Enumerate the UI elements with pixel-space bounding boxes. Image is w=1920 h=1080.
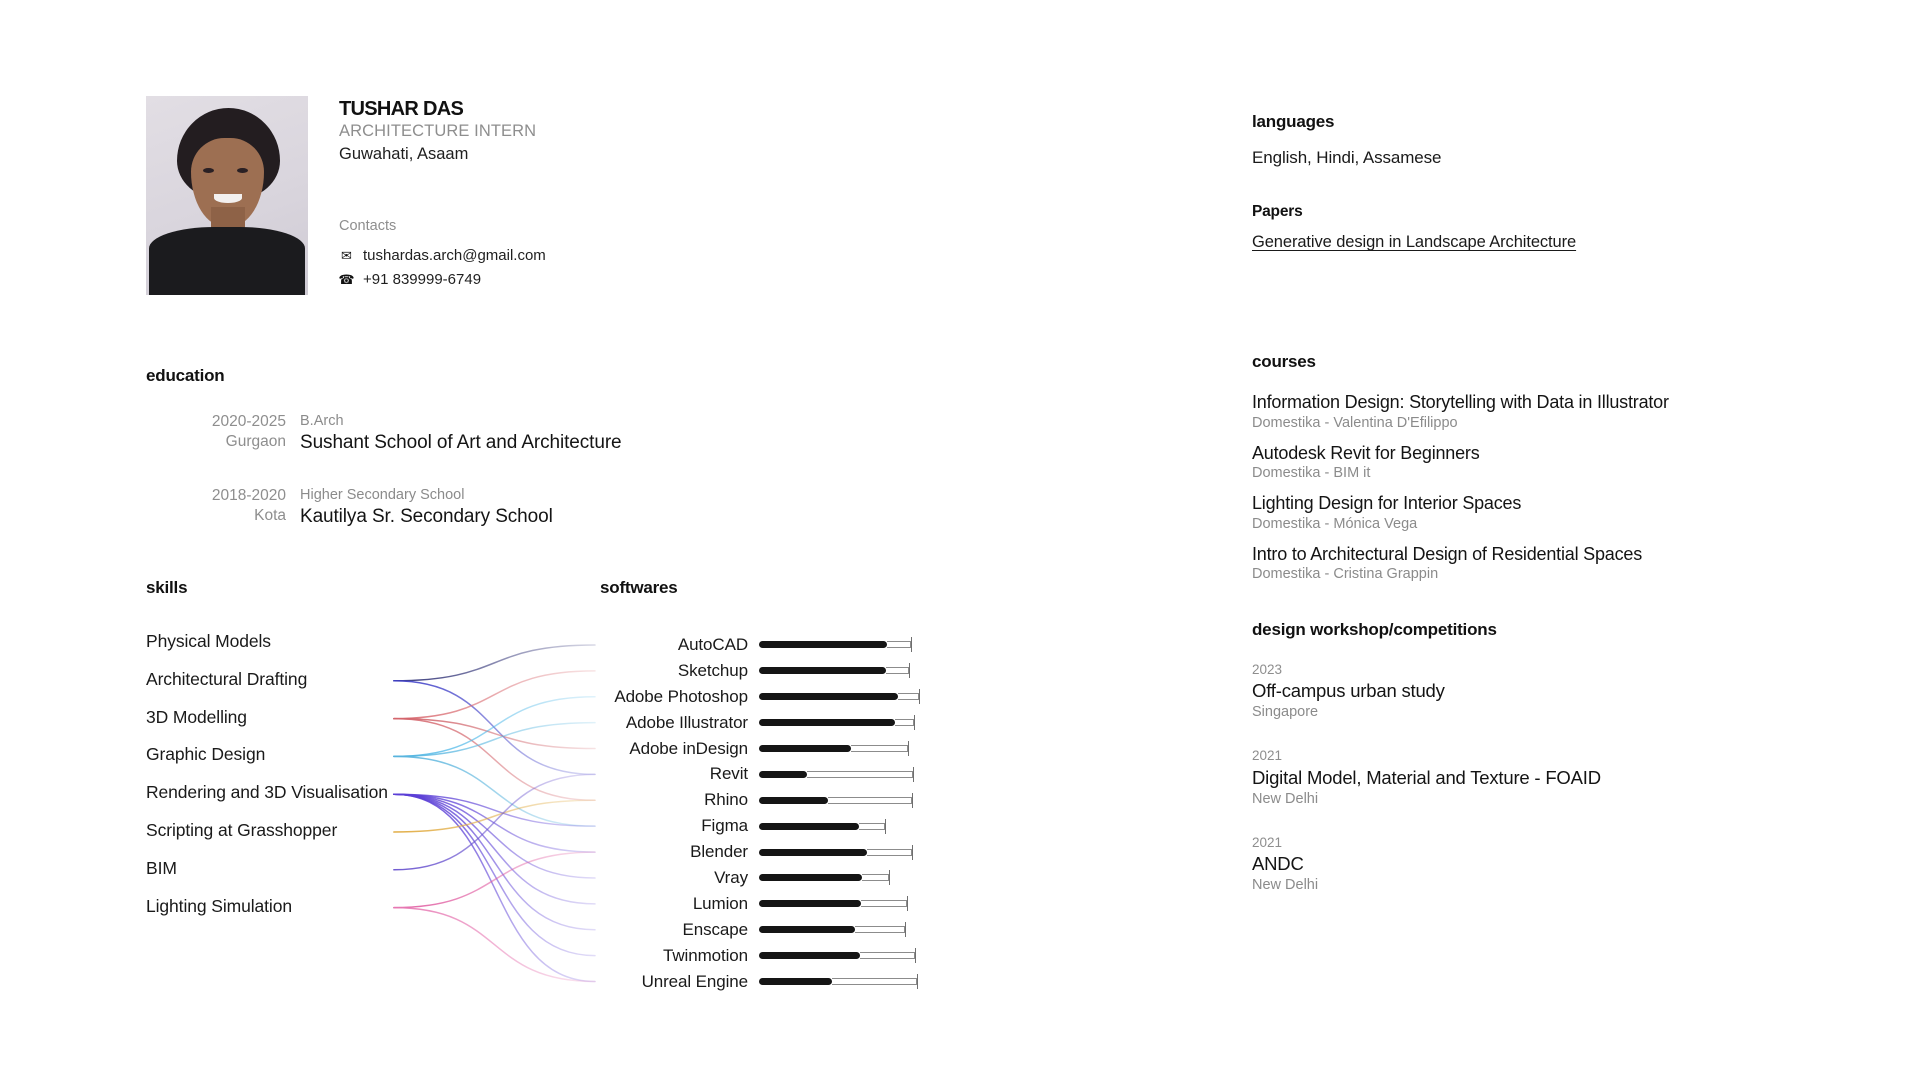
contact-phone-text: +91 839999-6749 (363, 270, 482, 288)
skill-item-3: Graphic Design (146, 744, 266, 765)
bar-fill (759, 667, 886, 674)
profile-header (146, 96, 546, 295)
paper-link[interactable]: Generative design in Landscape Architecture (1252, 233, 1577, 251)
education-school: Sushant School of Art and Architecture (300, 432, 622, 454)
workshop-name: Off-campus urban study (1252, 680, 1445, 702)
software-name-10: Lumion (692, 893, 748, 913)
flow-link (394, 794, 595, 826)
education-degree: Higher Secondary School (300, 486, 465, 503)
software-name-0: AutoCAD (677, 634, 748, 654)
education-years: 2020-2025 (211, 413, 286, 430)
bar-fill (759, 849, 867, 856)
software-proficiency-bar (759, 743, 909, 755)
bar-remainder (887, 641, 911, 648)
bar-fill (759, 693, 898, 700)
education-main (300, 412, 622, 456)
bar-fill (759, 745, 851, 752)
education-school: Kautilya Sr. Secondary School (300, 505, 553, 527)
software-name-9: Vray (714, 867, 748, 887)
skill-item-0: Physical Models (146, 631, 271, 651)
software-row (600, 839, 1000, 865)
flow-link (394, 723, 595, 757)
bar-end-tick (917, 974, 918, 989)
software-name-13: Unreal Engine (641, 971, 748, 991)
bar-fill (759, 797, 828, 804)
bar-remainder (861, 900, 907, 907)
bar-remainder (807, 771, 913, 778)
software-row (600, 684, 1000, 710)
flow-link (394, 774, 595, 869)
flow-link (394, 756, 595, 826)
software-proficiency-bar (759, 820, 886, 832)
software-name-6: Rhino (704, 790, 748, 810)
workshops-list (1252, 661, 1601, 895)
bar-end-tick (909, 663, 910, 678)
workshop-year: 2023 (1252, 662, 1283, 677)
flow-link (394, 800, 595, 832)
bar-fill (759, 719, 895, 726)
softwares-list (600, 632, 1000, 994)
education-when (146, 412, 286, 456)
contact-email[interactable] (339, 247, 546, 264)
skills-title-wrap (146, 578, 187, 598)
photo-shirt (149, 227, 305, 295)
education-degree: B.Arch (300, 413, 344, 429)
bar-end-tick (914, 715, 915, 730)
bar-end-tick (912, 845, 913, 860)
flow-link (394, 794, 595, 878)
bar-remainder (898, 693, 919, 700)
course-name: Information Design: Storytelling with Data in Illustrator (1252, 392, 1669, 412)
bar-fill (759, 823, 859, 830)
course-item (1252, 492, 1669, 534)
courses-section (1252, 352, 1669, 584)
software-proficiency-bar (759, 976, 918, 988)
education-place: Gurgaon (225, 432, 286, 450)
workshop-name: Digital Model, Material and Texture - FOAID (1252, 766, 1601, 788)
course-provider: Domestika - Cristina Grappin (1252, 566, 1439, 583)
photo-eye-right (237, 168, 248, 173)
education-title: education (146, 366, 225, 385)
languages-section (1252, 112, 1441, 168)
avatar (146, 96, 308, 295)
courses-title: courses (1252, 352, 1316, 371)
software-row (600, 891, 1000, 917)
software-proficiency-bar (759, 768, 914, 780)
software-proficiency-bar (759, 950, 916, 962)
workshops-title: design workshop/competitions (1252, 620, 1497, 639)
bar-end-tick (905, 922, 906, 937)
flow-link (394, 794, 595, 981)
bar-fill (759, 978, 832, 985)
contact-email-text: tushardas.arch@gmail.com (363, 246, 546, 264)
course-item (1252, 391, 1669, 433)
skills-title: skills (146, 578, 188, 597)
education-section (146, 366, 622, 530)
bar-fill (759, 771, 807, 778)
bar-remainder (855, 926, 905, 933)
course-name: Autodesk Revit for Beginners (1252, 442, 1480, 463)
software-name-11: Enscape (682, 919, 748, 939)
skill-item-4: Rendering and 3D Visualisation (146, 782, 388, 803)
courses-list (1252, 391, 1669, 584)
education-when (146, 486, 286, 530)
workshop-place: New Delhi (1252, 877, 1319, 894)
bar-end-tick (919, 689, 920, 704)
software-row (600, 736, 1000, 762)
bar-remainder (851, 745, 908, 752)
skill-item-6: BIM (146, 857, 177, 878)
bar-remainder (828, 797, 912, 804)
education-years: 2018-2020 (211, 486, 286, 504)
bar-fill (759, 900, 861, 907)
skill-item-1: Architectural Drafting (146, 668, 308, 689)
software-name-3: Adobe Illustrator (625, 712, 748, 732)
flow-link (394, 719, 595, 801)
workshops-section (1252, 620, 1601, 895)
software-name-8: Blender (690, 842, 748, 862)
languages-body: English, Hindi, Assamese (1252, 148, 1442, 167)
bar-end-tick (911, 637, 912, 652)
flow-link (394, 852, 595, 908)
software-name-7: Figma (701, 816, 748, 836)
flow-link (394, 794, 595, 852)
flow-link (394, 794, 595, 904)
bar-end-tick (913, 767, 914, 782)
profile-location: Guwahati, Asaam (339, 144, 469, 163)
course-item (1252, 442, 1669, 484)
software-name-1: Sketchup (677, 660, 748, 680)
software-name-4: Adobe inDesign (629, 738, 748, 758)
workshop-item (1252, 661, 1601, 722)
flow-link (394, 719, 595, 749)
software-proficiency-bar (759, 872, 890, 884)
flow-link (394, 645, 595, 681)
software-row (600, 632, 1000, 658)
flow-link (394, 671, 595, 719)
workshop-year: 2021 (1252, 748, 1283, 764)
bar-end-tick (912, 793, 913, 808)
bar-remainder (886, 667, 909, 674)
workshop-year: 2021 (1252, 834, 1283, 850)
software-row (600, 761, 1000, 787)
software-row (600, 917, 1000, 943)
software-name-2: Adobe Photoshop (614, 686, 748, 706)
software-proficiency-bar (759, 691, 920, 703)
identity-block (339, 96, 546, 295)
bar-end-tick (889, 870, 890, 885)
flow-link (394, 697, 595, 757)
course-provider: Domestika - Mónica Vega (1252, 515, 1418, 532)
course-item (1252, 543, 1669, 585)
skills-list (146, 632, 388, 934)
course-name: Lighting Design for Interior Spaces (1252, 493, 1522, 514)
bar-remainder (867, 849, 912, 856)
workshop-item (1252, 834, 1601, 895)
education-place: Kota (254, 506, 286, 524)
workshop-place: New Delhi (1252, 790, 1319, 807)
contacts-label: Contacts (339, 217, 397, 234)
bar-end-tick (915, 948, 916, 963)
software-proficiency-bar (759, 717, 915, 729)
flow-link (394, 794, 595, 930)
workshop-item (1252, 747, 1601, 808)
software-row (600, 658, 1000, 684)
bar-remainder (862, 874, 889, 881)
flow-link (394, 681, 595, 775)
course-provider: Domestika - Valentina D'Efilippo (1252, 414, 1458, 431)
softwares-title-wrap (600, 578, 678, 598)
phone-icon: ☎ (338, 271, 355, 287)
skill-item-7: Lighting Simulation (146, 895, 292, 916)
flow-link (394, 794, 595, 955)
bar-end-tick (908, 741, 909, 756)
bar-fill (759, 641, 887, 648)
bar-fill (759, 926, 855, 933)
software-name-5: Revit (709, 764, 748, 784)
profile-role: ARCHITECTURE INTERN (339, 122, 537, 141)
software-name-12: Twinmotion (663, 945, 748, 965)
bar-fill (759, 952, 860, 959)
skill-item-5: Scripting at Grasshopper (146, 819, 338, 840)
course-name: Intro to Architectural Design of Residential Spaces (1252, 543, 1643, 564)
flow-link (394, 908, 595, 982)
skill-item-2: 3D Modelling (146, 706, 247, 727)
bar-remainder (895, 719, 914, 726)
software-proficiency-bar (759, 794, 913, 806)
photo-eye-left (203, 168, 214, 173)
software-row (600, 787, 1000, 813)
software-proficiency-bar (759, 665, 910, 677)
software-row (600, 710, 1000, 736)
bar-end-tick (907, 896, 908, 911)
software-row (600, 865, 1000, 891)
workshop-name: ANDC (1252, 853, 1304, 874)
education-main (300, 486, 553, 530)
softwares-title: softwares (600, 578, 678, 597)
software-proficiency-bar (759, 639, 912, 651)
bar-remainder (859, 823, 885, 830)
contact-phone[interactable] (339, 271, 546, 288)
software-row (600, 813, 1000, 839)
page-title: TUSHAR DAS (339, 98, 464, 120)
bar-remainder (832, 978, 917, 985)
education-item (146, 486, 622, 530)
papers-section (1252, 203, 1576, 252)
software-row (600, 943, 1000, 969)
software-proficiency-bar (759, 924, 906, 936)
bar-remainder (860, 952, 915, 959)
education-list (146, 412, 622, 530)
papers-title: Papers (1252, 203, 1303, 220)
bar-end-tick (885, 819, 886, 834)
software-proficiency-bar (759, 846, 913, 858)
bar-fill (759, 874, 862, 881)
envelope-icon: ✉ (341, 247, 352, 263)
software-row (600, 969, 1000, 995)
education-item (146, 412, 622, 456)
course-provider: Domestika - BIM it (1252, 465, 1371, 482)
software-proficiency-bar (759, 898, 908, 910)
languages-title: languages (1252, 112, 1335, 131)
workshop-place: Singapore (1252, 704, 1319, 721)
